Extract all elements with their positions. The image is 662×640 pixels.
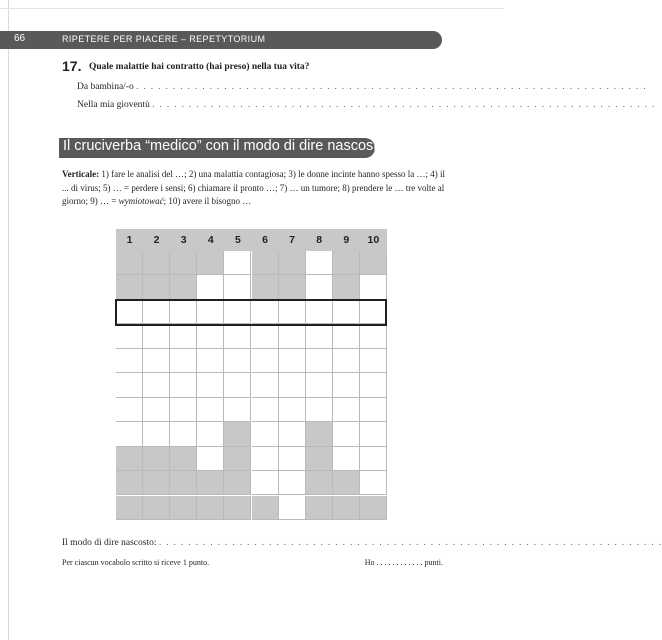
blocked-cell	[116, 251, 143, 275]
answer-cell[interactable]	[197, 349, 224, 373]
answer-cell[interactable]	[143, 373, 170, 397]
blocked-cell	[170, 251, 197, 275]
blocked-cell	[143, 471, 170, 495]
answer-cell[interactable]	[170, 422, 197, 446]
blocked-cell	[333, 251, 360, 275]
blocked-cell	[224, 496, 251, 520]
answer-cell[interactable]	[306, 275, 333, 299]
answer-cell[interactable]	[333, 349, 360, 373]
answer-line-dots: . . . . . . . . . . . . . . . . . . . . . . . . . . . . . . . . . . . . . . . . . . . . . . . . . . . . . . . . . . . . . . . . . . . . .	[152, 100, 656, 110]
blocked-cell	[143, 447, 170, 471]
crossword-clues	[62, 168, 446, 209]
blocked-cell	[252, 496, 279, 520]
column-number-4: 4	[207, 234, 214, 246]
answer-cell[interactable]	[360, 447, 387, 471]
question-text: Quale malattie hai contratto (hai preso) nella tua vita?	[89, 62, 310, 72]
answer-cell[interactable]	[360, 349, 387, 373]
answer-cell[interactable]	[116, 373, 143, 397]
answer-cell[interactable]	[170, 373, 197, 397]
blocked-cell	[143, 251, 170, 275]
answer-cell[interactable]	[279, 471, 306, 495]
column-number-10: 10	[367, 234, 380, 246]
answer-line-label: Nella mia gioventù	[77, 100, 150, 110]
answer-cell[interactable]	[279, 447, 306, 471]
answer-cell[interactable]	[252, 349, 279, 373]
blocked-cell	[279, 251, 306, 275]
answer-cell[interactable]	[306, 349, 333, 373]
column-number-6: 6	[262, 234, 268, 246]
answer-cell[interactable]	[224, 373, 251, 397]
blocked-cell	[116, 471, 143, 495]
answer-cell[interactable]	[252, 471, 279, 495]
clues-italic-word: wymiotować	[118, 196, 164, 206]
answer-cell[interactable]	[360, 471, 387, 495]
answer-cell[interactable]	[197, 422, 224, 446]
column-number-9: 9	[343, 234, 350, 246]
answer-cell[interactable]	[252, 324, 279, 348]
answer-cell[interactable]	[224, 275, 251, 299]
hidden-phrase-label: Il modo di dire nascosto:	[62, 538, 157, 548]
answer-cell[interactable]	[360, 398, 387, 422]
answer-cell[interactable]	[360, 324, 387, 348]
scoring-note: Per ciascun vocabolo scritto si riceve 1 punto.	[62, 558, 210, 567]
answer-cell[interactable]	[252, 447, 279, 471]
answer-line-dots: . . . . . . . . . . . . . . . . . . . . . . . . . . . . . . . . . . . . . . . . . . . . . . . . . . . . . . . . . . . . . . . . . . . . . .	[136, 82, 647, 92]
answer-cell[interactable]	[116, 398, 143, 422]
answer-cell[interactable]	[306, 373, 333, 397]
blocked-cell	[224, 447, 251, 471]
answer-cell[interactable]	[143, 422, 170, 446]
answer-cell[interactable]	[279, 422, 306, 446]
answer-cell[interactable]	[143, 324, 170, 348]
answer-cell[interactable]	[143, 349, 170, 373]
answer-cell[interactable]	[279, 349, 306, 373]
blocked-cell	[224, 422, 251, 446]
blocked-cell	[360, 251, 387, 275]
answer-cell[interactable]	[224, 349, 251, 373]
answer-cell[interactable]	[279, 324, 306, 348]
answer-cell[interactable]	[333, 324, 360, 348]
blocked-cell	[279, 275, 306, 299]
blocked-cell	[224, 471, 251, 495]
column-number-7: 7	[289, 234, 296, 246]
hidden-phrase-answer-line[interactable]	[62, 538, 662, 548]
column-number-1: 1	[126, 234, 133, 246]
answer-cell[interactable]	[224, 324, 251, 348]
answer-cell[interactable]	[279, 398, 306, 422]
points-dots: . . . . . . . . . . . .	[376, 558, 423, 567]
crossword-column-header	[116, 229, 387, 251]
blocked-cell	[170, 275, 197, 299]
blocked-cell	[197, 251, 224, 275]
blocked-cell	[252, 251, 279, 275]
blocked-cell	[306, 447, 333, 471]
answer-cell[interactable]	[360, 373, 387, 397]
answer-cell[interactable]	[197, 275, 224, 299]
question-number: 17.	[62, 58, 82, 74]
blocked-cell	[306, 422, 333, 446]
answer-cell[interactable]	[252, 398, 279, 422]
answer-cell[interactable]	[116, 324, 143, 348]
blocked-cell	[333, 471, 360, 495]
answer-cell[interactable]	[197, 398, 224, 422]
answer-cell[interactable]	[333, 398, 360, 422]
points-prefix: Ho	[364, 558, 375, 567]
answer-cell[interactable]	[197, 324, 224, 348]
answer-cell[interactable]	[170, 349, 197, 373]
crop-mark-top	[0, 8, 504, 9]
answer-cell[interactable]	[333, 373, 360, 397]
answer-cell[interactable]	[224, 251, 251, 275]
blocked-cell	[306, 496, 333, 520]
header-title: RIPETERE PER PIACERE – REPETYTORIUM	[62, 34, 266, 44]
crop-mark-left	[8, 0, 9, 640]
points-suffix: punti.	[424, 558, 443, 567]
blocked-cell	[170, 447, 197, 471]
answer-cell[interactable]	[252, 422, 279, 446]
clues-text-end: ; 10) avere il bisogno …	[163, 196, 252, 206]
answer-cell[interactable]	[306, 398, 333, 422]
answer-cell[interactable]	[170, 324, 197, 348]
blocked-cell	[197, 496, 224, 520]
blocked-cell	[197, 471, 224, 495]
column-number-3: 3	[180, 234, 187, 246]
answer-cell[interactable]	[306, 324, 333, 348]
answer-cell[interactable]	[306, 251, 333, 275]
section-title: Il cruciverba “medico” con il modo di dire nascosto	[63, 138, 386, 154]
answer-line-childhood[interactable]	[77, 82, 647, 92]
hidden-phrase-row	[115, 299, 387, 326]
answer-cell[interactable]	[360, 275, 387, 299]
answer-cell[interactable]	[170, 398, 197, 422]
clues-label: Verticale:	[62, 169, 100, 179]
column-number-8: 8	[316, 234, 323, 246]
page-number: 66	[14, 33, 26, 44]
blocked-cell	[116, 447, 143, 471]
blocked-cell	[170, 471, 197, 495]
column-number-2: 2	[153, 234, 160, 246]
blocked-cell	[143, 275, 170, 299]
blocked-cell	[252, 275, 279, 299]
answer-cell[interactable]	[333, 447, 360, 471]
column-number-5: 5	[234, 234, 241, 246]
crossword-grid	[116, 251, 387, 520]
blocked-cell	[333, 275, 360, 299]
blocked-cell	[116, 496, 143, 520]
answer-cell[interactable]	[279, 496, 306, 520]
clues-text: 1) fare le analisi del …; 2) una malattia contagiosa; 3) le donne incinte hanno spesso la …; 4) il ... di virus; 5) … = perdere i sensi; 6) chiamare il pronto …; 7) … un tumore; 8) prendere le … tre volte al giorno; 9) … =	[62, 169, 446, 206]
blocked-cell	[143, 496, 170, 520]
answer-cell[interactable]	[252, 373, 279, 397]
answer-cell[interactable]	[197, 447, 224, 471]
answer-line-label: Da bambina/-o	[77, 82, 134, 92]
blocked-cell	[170, 496, 197, 520]
blocked-cell	[333, 496, 360, 520]
answer-cell[interactable]	[116, 422, 143, 446]
answer-cell[interactable]	[197, 373, 224, 397]
hidden-phrase-dots: . . . . . . . . . . . . . . . . . . . . . . . . . . . . . . . . . . . . . . . . . . . . . . . . . . . . . . . . . . . . . . . . . . . . .	[158, 538, 662, 548]
blocked-cell	[306, 471, 333, 495]
points-field[interactable]	[365, 558, 443, 567]
answer-cell[interactable]	[116, 349, 143, 373]
answer-cell[interactable]	[333, 422, 360, 446]
answer-line-youth[interactable]	[77, 100, 656, 110]
answer-cell[interactable]	[279, 373, 306, 397]
answer-cell[interactable]	[360, 422, 387, 446]
answer-cell[interactable]	[224, 398, 251, 422]
answer-cell[interactable]	[143, 398, 170, 422]
blocked-cell	[360, 496, 387, 520]
blocked-cell	[116, 275, 143, 299]
